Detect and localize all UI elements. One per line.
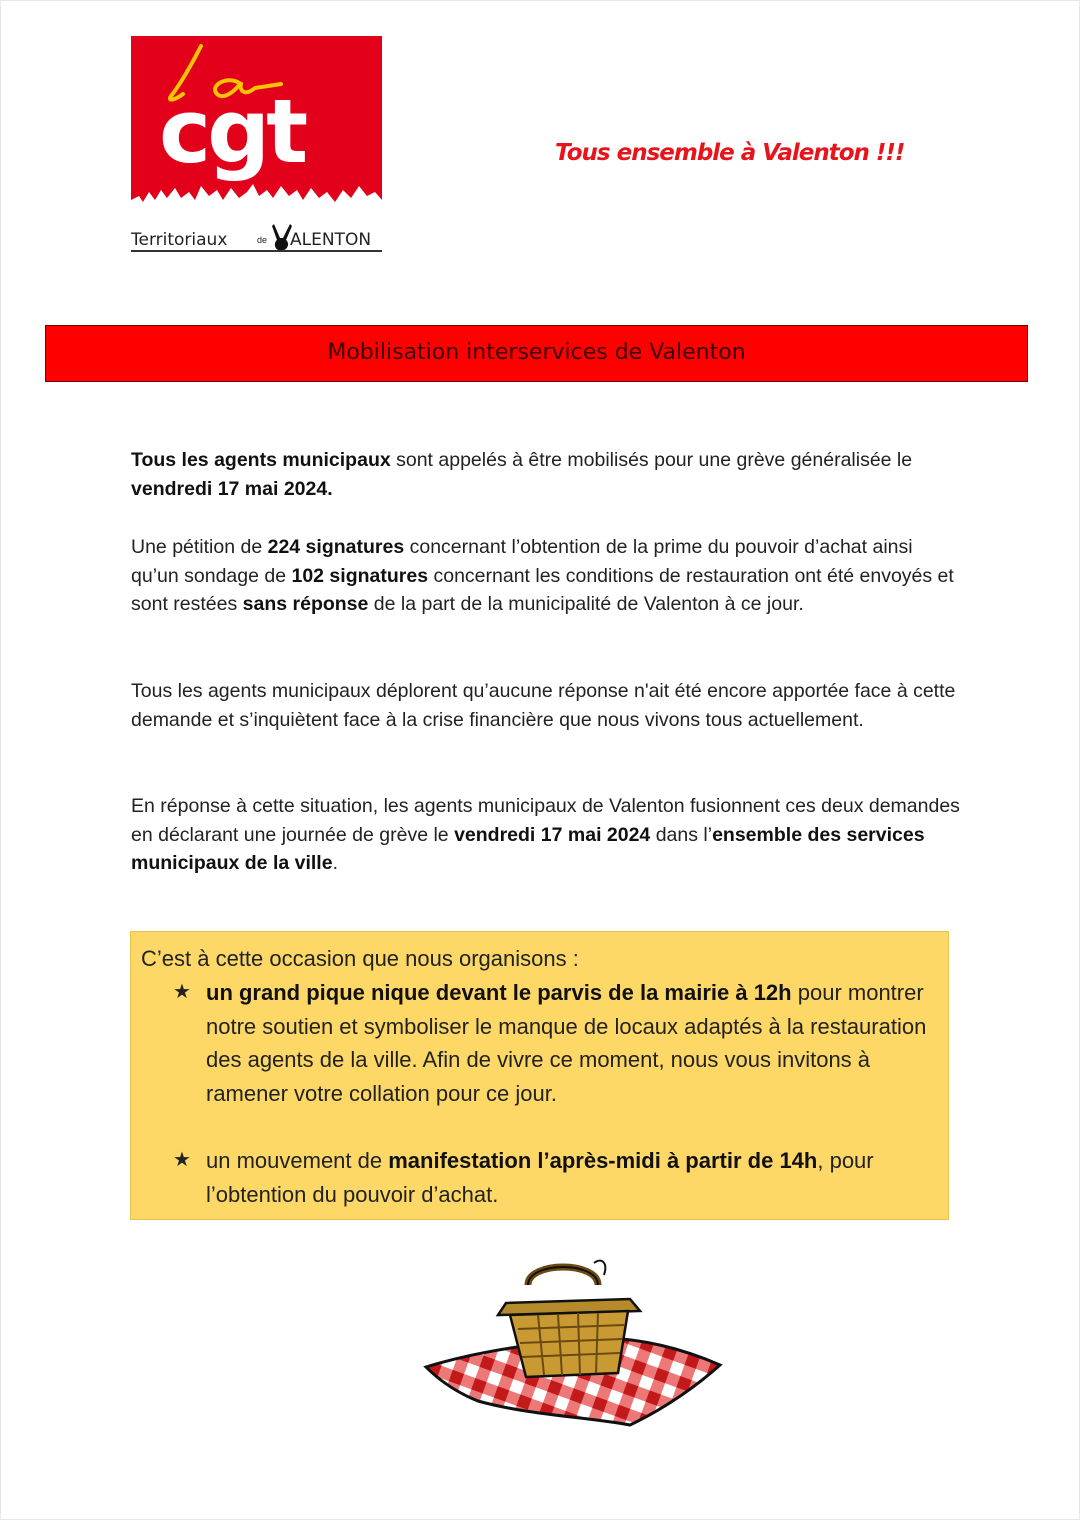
picnic-basket-icon (418, 1255, 728, 1435)
p4-text-3: . (332, 852, 338, 874)
cgt-logo (131, 36, 382, 252)
p2-text-4: de la part de la municipalité de Valenton à ce jour. (368, 593, 804, 615)
p4-text-1: En réponse à cette situation, les agents municipaux de Valenton fusionnent ces deux demandes en déclarant une journée de grève le (131, 795, 960, 846)
p2-text-3: concernant les conditions de restauration ont été envoyés et sont restées (131, 564, 954, 615)
paragraph-3: Tous les agents municipaux déplorent qu’aucune réponse n'ait été encore apportée face à cette demande et s’inquiètent face à la crise financière que nous vivons tous actuellement. (131, 680, 956, 731)
p2-bold-2: 102 signatures (291, 564, 429, 587)
bullet-demonstration-text (206, 1144, 943, 1211)
event-callout-box (130, 931, 949, 1220)
p2-text-2: concernant l’obtention de la prime du pouvoir d’achat ainsi qu’un sondage de (131, 536, 913, 587)
p4-text-2: dans l’ (650, 823, 713, 846)
paragraph-1 (131, 446, 961, 503)
callout-intro: C’est à cette occasion que nous organisons : (141, 946, 579, 971)
p1-bold-1: Tous les agents municipaux (131, 449, 391, 471)
paragraph-2 (131, 533, 961, 619)
bullet-picnic-text (206, 976, 943, 1110)
p2-text-1: Une pétition de (131, 536, 268, 558)
bullet2-text-1: un mouvement de (206, 1148, 389, 1173)
cgt-wordmark: cgt (159, 80, 305, 183)
logo-footer-de: de (257, 235, 268, 245)
p2-bold-3: sans réponse (242, 593, 369, 615)
bullet1-text: pour montrer notre soutien et symboliser le manque de locaux adaptés à la restauration des agents de la ville. Afin de vivre ce moment, nous vous invitons à ramener votre collation pour ce jour. (206, 980, 927, 1106)
slogan: Tous ensemble à Valenton !!! (555, 140, 905, 166)
bullet-demonstration (173, 1144, 943, 1211)
p1-bold-2: vendredi 17 mai 2024. (131, 477, 333, 500)
p2-bold-1: 224 signatures (267, 536, 405, 558)
bullet1-bold: un grand pique nique devant le parvis de la mairie à 12h (206, 980, 792, 1005)
banner-title: Mobilisation interservices de Valenton (327, 340, 746, 365)
logo-footer (131, 228, 382, 252)
bullet2-bold: manifestation l’après-midi à partir de 14h (388, 1148, 818, 1173)
logo-footer-alenton: ALENTON (290, 230, 372, 250)
logo-footer-territoriaux: Territoriaux (131, 230, 228, 250)
paragraph-4 (131, 792, 961, 878)
crowd-silhouette-icon (131, 176, 382, 216)
p1-text-1: sont appelés à être mobilisés pour une grève généralisée le (390, 449, 913, 471)
star-bullet-icon: ★ (173, 981, 191, 1003)
star-bullet-icon: ★ (173, 1149, 191, 1171)
p4-bold-2: ensemble des services municipaux de la ville (131, 823, 925, 874)
logo-red-block (131, 36, 382, 216)
bullet-picnic (173, 976, 943, 1110)
bullet2-text-2: , pour l’obtention du pouvoir d’achat. (206, 1148, 874, 1207)
title-banner (45, 325, 1028, 382)
p4-bold-1: vendredi 17 mai 2024 (454, 823, 651, 846)
